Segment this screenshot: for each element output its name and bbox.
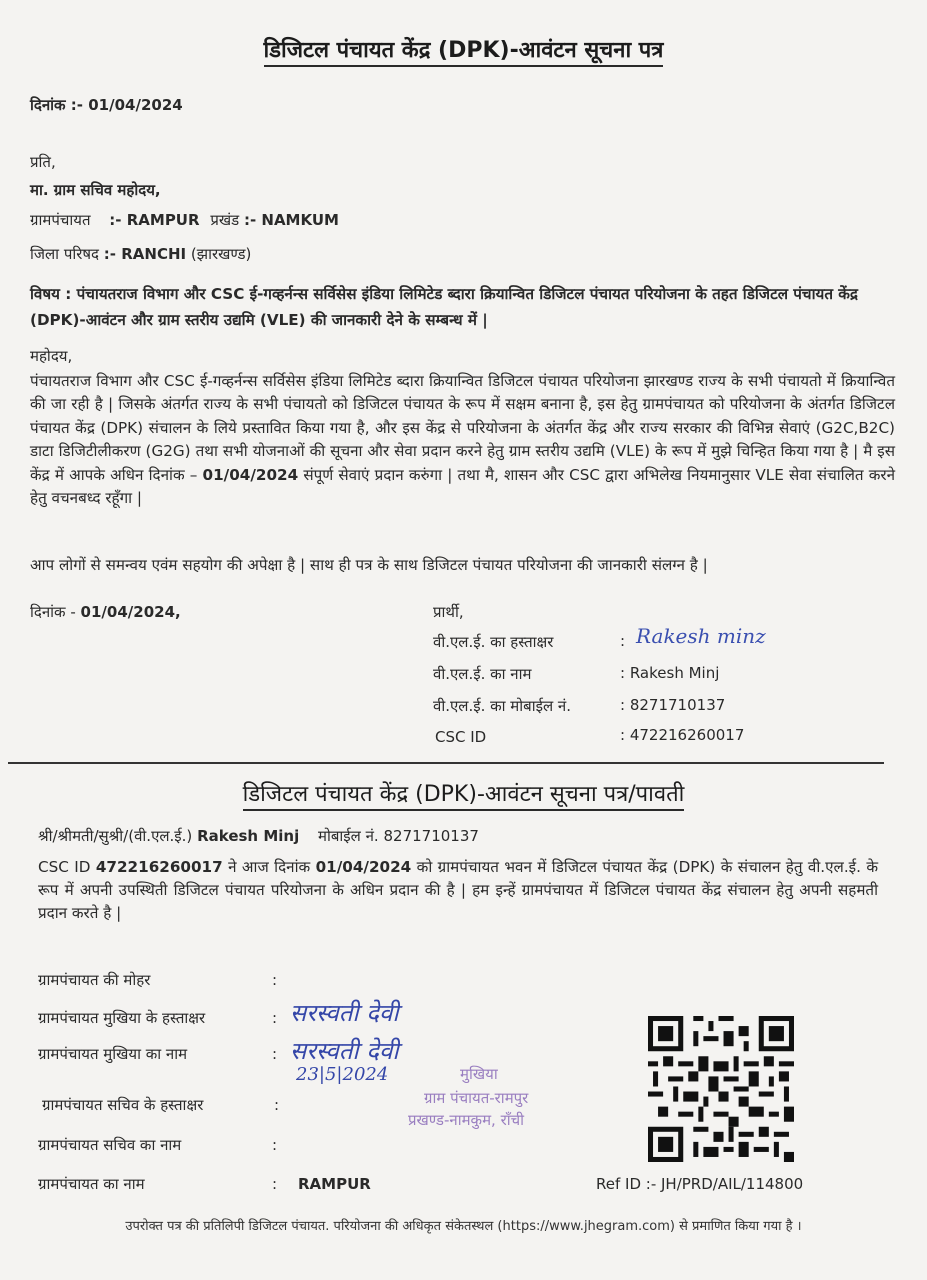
csc-label: CSC ID — [435, 728, 487, 746]
salutation: महोदय, — [30, 347, 73, 365]
sign-date-value: 01/04/2024, — [80, 603, 181, 621]
secretary-sign-label: ग्रामपंचायत सचिव के हस्ताक्षर — [42, 1096, 204, 1114]
stamp-line-2: ग्राम पंचायत-रामपुर — [424, 1089, 529, 1107]
head-sign-label: ग्रामपंचायत मुखिया के हस्ताक्षर — [38, 1009, 206, 1027]
vle-mobile-label: वी.एल.ई. का मोबाईल नं. — [433, 697, 572, 715]
stamp-line-1: मुखिया — [460, 1065, 498, 1083]
gp-label: ग्रामपंचायत — [30, 211, 91, 229]
body-1-rest: संपूर्ण सेवाएं प्रदान करुंगा | तथा मै, शासन और CSC द्वारा अभिलेख नियमानुसार VLE सेवा संचालित करने हेतु वचनबध्द रहूँगा | — [30, 465, 895, 508]
colon: : — [620, 632, 626, 650]
sign-date — [30, 602, 181, 622]
head-name-handwritten: सरस्वती देवी — [290, 1037, 399, 1065]
ref-id: Ref ID :- JH/PRD/AIL/114800 — [596, 1175, 804, 1193]
receipt-date: 01/04/2024 — [315, 858, 412, 876]
colon: : — [272, 1175, 278, 1193]
receipt-title — [0, 778, 927, 808]
head-signature: सरस्वती देवी — [290, 999, 399, 1027]
vle-name-value: Rakesh Minj — [629, 664, 720, 682]
vle-sign-label: वी.एल.ई. का हस्ताक्षर — [433, 633, 554, 651]
vle-mobile-value: 8271710137 — [629, 696, 726, 714]
colon: : 8271710137 — [620, 696, 726, 714]
applicant-label: प्रार्थी, — [433, 603, 464, 621]
body-1-text: पंचायतराज विभाग और CSC ई-गव्हर्नन्स सर्विसेस इंडिया लिमिटेड ब्दारा क्रियान्वित डिजिटल पंचायत परियोजना झारखण्ड राज्य के सभी पंचायतो में क्रियान्वित की जा रही है | जिसके अंतर्गत राज्य के सभी पंचायतो को डिजिटल पंचायत के रूप में सक्षम बनाना है, इस हेतु ग्रामपंचायत को परियोजना के अंतर्गत डिजिटल पंचायत केंद्र (DPK) संचालन के लिये प्रस्तावित किया गया है, और इस केंद्र से परियोजना के अंतर्गत केंद्र और राज्य सरकार की विभिन्न सेवाएं (G2C,B2C) डाटा डिजिटीलीकरण (G2G) तथा सभी योजनाओं की सूचना और सेवा प्रदान करने हेतु ग्राम स्तरीय उद्यमि (VLE) के रूप में मुझे चिन्हित किया गया है | मै इस केंद्र में आपके अधिन दिनांक – — [30, 372, 895, 484]
mobile-value: 8271710137 — [383, 827, 479, 845]
section-divider — [8, 762, 884, 764]
block-value: :- NAMKUM — [243, 211, 339, 229]
gp-value: :- RAMPUR — [109, 211, 200, 229]
head-name-label: ग्रामपंचायत मुखिया का नाम — [38, 1045, 188, 1063]
receipt-text-b: को ग्रामपंचायत भवन में डिजिटल पंचायत केंद्र (DPK) के संचालन हेतु वी.एल.ई. के रूप में अपनी उपस्थिती डिजिटल पंचायत परियोजना के अधिन प्रदान की है | हम इन्हें ग्रामपंचायत में डिजिटल पंचायत केंद्र संचालन हेतु अपनी सहमती प्रदान करते है | — [38, 858, 879, 922]
name-prefix: श्री/श्रीमती/सुश्री/(वी.एल.ई.) — [38, 827, 193, 845]
colon: : — [272, 1009, 278, 1027]
colon: : — [272, 1136, 278, 1154]
csc-id: 472216260017 — [95, 858, 223, 876]
title-text: डिजिटल पंचायत केंद्र (DPK)-आवंटन सूचना पत्र — [264, 38, 664, 67]
receipt-title-text: डिजिटल पंचायत केंद्र (DPK)-आवंटन सूचना पत्र/पावती — [243, 782, 685, 811]
colon: : — [272, 971, 278, 989]
colon: : 472216260017 — [620, 726, 745, 744]
date-line: दिनांक :- 01/04/2024 — [30, 96, 183, 114]
to-label: प्रति, — [30, 153, 56, 171]
seal-label: ग्रामपंचायत की मोहर — [38, 971, 151, 989]
district-label: जिला परिषद — [30, 245, 100, 263]
receipt-text-a: ने आज दिनांक — [228, 858, 311, 876]
receipt-paragraph — [38, 856, 878, 925]
colon: : — [272, 1045, 278, 1063]
district-value: :- RANCHI — [103, 245, 187, 263]
receipt-name-line — [38, 826, 479, 846]
block-label: प्रखंड — [210, 211, 240, 229]
stamp-line-3: प्रखण्ड-नामकुम, राँची — [408, 1111, 525, 1129]
gp-name-value: RAMPUR — [298, 1175, 371, 1193]
footer-note: उपरोक्त पत्र की प्रतिलिपी डिजिटल पंचायत. परियोजना की अधिकृत संकेतस्थल (https://www.jhegram.com) से प्रमाणित किया गया है । — [125, 1219, 802, 1234]
sign-date-label: दिनांक - — [30, 603, 76, 621]
document-title — [0, 34, 927, 64]
mobile-label: मोबाईल नं. — [318, 827, 379, 845]
secretary-name-label: ग्रामपंचायत सचिव का नाम — [38, 1136, 182, 1154]
colon: : Rakesh Minj — [620, 664, 720, 682]
vle-name-label: वी.एल.ई. का नाम — [433, 665, 532, 683]
csc-value: 472216260017 — [629, 726, 745, 744]
qr-code-icon — [648, 1016, 794, 1162]
vle-signature: Rakesh minz — [636, 624, 766, 648]
body-1-date: 01/04/2024 — [202, 465, 299, 484]
gp-line — [30, 210, 339, 230]
colon: : — [274, 1096, 280, 1114]
state: (झारखण्ड) — [190, 245, 252, 263]
body-paragraph-1 — [30, 370, 895, 510]
district-line — [30, 244, 251, 264]
handwritten-date: 23|5|2024 — [296, 1064, 389, 1085]
subject: विषय : पंचायतराज विभाग और CSC ई-गव्हर्नन्स सर्विसेस इंडिया लिमिटेड ब्दारा क्रियान्वित डिजिटल पंचायत परियोजना के तहत डिजिटल पंचायत केंद्र (DPK)-आवंटन और ग्राम स्तरीय उद्यमि (VLE) की जानकारी देने के सम्बन्ध में | — [30, 285, 858, 329]
body-paragraph-2: आप लोगों से समन्वय एवंम सहयोग की अपेक्षा है | साथ ही पत्र के साथ डिजिटल पंचायत परियोजना की जानकारी संलग्न है | — [30, 556, 708, 574]
addressee: मा. ग्राम सचिव महोदय, — [30, 181, 161, 199]
vle-name: Rakesh Minj — [197, 827, 300, 845]
gp-name-label: ग्रामपंचायत का नाम — [38, 1175, 145, 1193]
csc-label: CSC ID — [38, 858, 91, 876]
